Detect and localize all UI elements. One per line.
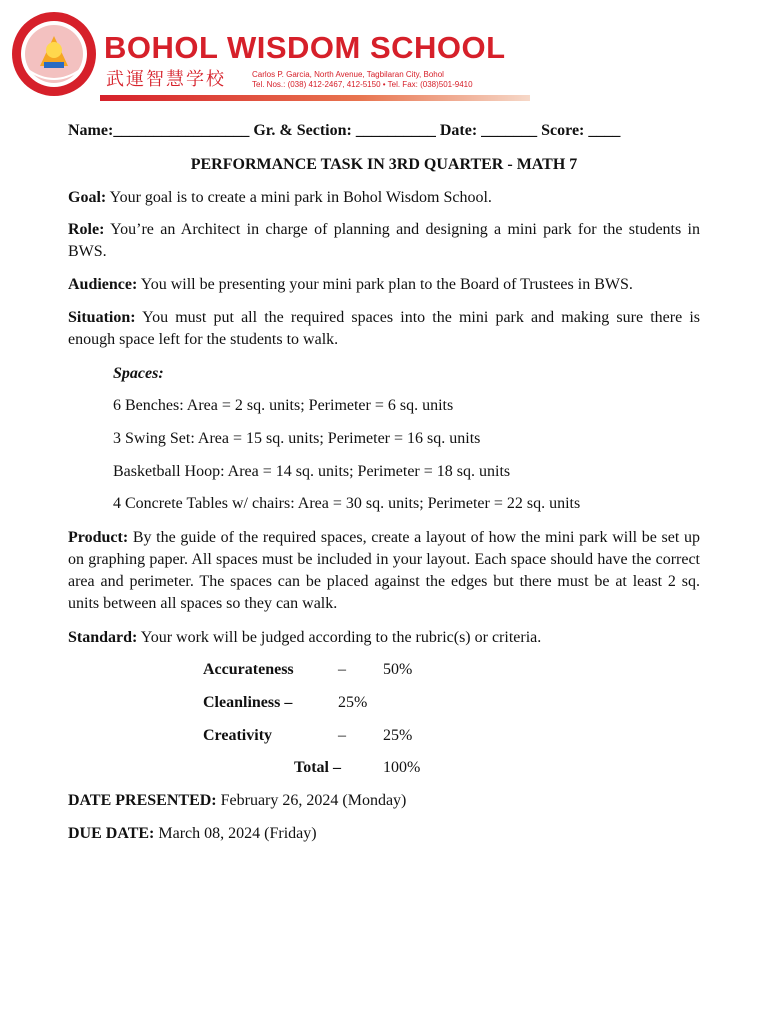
situation-label: Situation: [68, 309, 136, 326]
situation-paragraph [68, 307, 700, 351]
header-divider [100, 95, 530, 101]
due-date-line [68, 823, 700, 845]
date-label: Date: [439, 122, 478, 139]
score-label: Score: [541, 122, 585, 139]
rubric-total-value: 100% [383, 759, 421, 776]
spaces-heading: Spaces: [113, 365, 164, 382]
due-date-label: DUE DATE: [68, 825, 155, 842]
date-blank: _______ [481, 122, 538, 139]
phone-line: Tel. Nos.: (038) 412-2467, 412-5150 • Tel. Fax: (038)501-9410 [252, 80, 473, 89]
audience-text: You will be presenting your mini park plan to the Board of Trustees in BWS. [137, 276, 633, 293]
space-item-benches: 6 Benches: Area = 2 sq. units; Perimeter = 6 sq. units [113, 397, 454, 414]
name-label: Name: [68, 122, 114, 139]
role-text: You’re an Architect in charge of planning and designing a mini park for the students in BWS. [68, 221, 700, 260]
standard-paragraph [68, 627, 700, 649]
grade-section-label: Gr. & Section: [253, 122, 352, 139]
space-item-basketball-hoop: Basketball Hoop: Area = 14 sq. units; Perimeter = 18 sq. units [113, 463, 511, 480]
grade-section-blank: __________ [355, 122, 436, 139]
product-paragraph [68, 527, 700, 615]
score-blank: ____ [588, 122, 621, 139]
letterhead [0, 0, 768, 110]
role-paragraph [68, 219, 700, 263]
address-line: Carlos P. Garcia, North Avenue, Tagbilaran City, Bohol [252, 70, 444, 79]
student-info-line [68, 120, 700, 142]
rubric-criterion: Creativity [203, 727, 273, 744]
rubric-value: 50% [383, 661, 413, 678]
due-date-value: March 08, 2024 (Friday) [154, 825, 317, 842]
rubric-table [68, 659, 700, 789]
role-label: Role: [68, 221, 105, 238]
rubric-total-label: Total – [294, 759, 341, 776]
rubric-value: 25% [383, 727, 413, 744]
page-title: PERFORMANCE TASK IN 3RD QUARTER - MATH 7 [190, 156, 578, 173]
school-name-chinese: 武運智慧学校 [106, 69, 226, 90]
name-blank: _________________ [113, 122, 250, 139]
date-presented-line [68, 790, 700, 812]
rubric-value: 25% [338, 694, 368, 711]
goal-paragraph [68, 187, 700, 209]
goal-label: Goal: [68, 189, 107, 206]
goal-text: Your goal is to create a mini park in Bohol Wisdom School. [106, 189, 492, 206]
rubric-dash: – [338, 727, 346, 744]
rubric-criterion: Accurateness [203, 661, 294, 678]
product-label: Product: [68, 529, 129, 546]
audience-label: Audience: [68, 276, 138, 293]
school-seal-logo [10, 10, 98, 98]
date-presented-value: February 26, 2024 (Monday) [216, 792, 407, 809]
situation-text: You must put all the required spaces into the mini park and making sure there is enough space left for the students to walk. [68, 309, 700, 348]
date-presented-label: DATE PRESENTED: [68, 792, 217, 809]
rubric-criterion: Cleanliness – [203, 694, 293, 711]
rubric-dash: – [338, 661, 346, 678]
space-item-concrete-tables: 4 Concrete Tables w/ chairs: Area = 30 sq. units; Perimeter = 22 sq. units [113, 495, 581, 512]
audience-paragraph [68, 274, 700, 296]
product-text: By the guide of the required spaces, create a layout of how the mini park will be set up on graphing paper. All spaces must be included in your layout. Each space should have the correct area and perimeter. The spaces can be placed against the edges but there must be at least 2 sq. units between all spaces so they can walk. [68, 529, 700, 612]
standard-text: Your work will be judged according to the rubric(s) or criteria. [137, 629, 542, 646]
space-item-swing-set: 3 Swing Set: Area = 15 sq. units; Perimeter = 16 sq. units [113, 430, 481, 447]
school-name: BOHOL WISDOM SCHOOL [104, 30, 506, 65]
school-address [252, 70, 473, 90]
standard-label: Standard: [68, 629, 138, 646]
